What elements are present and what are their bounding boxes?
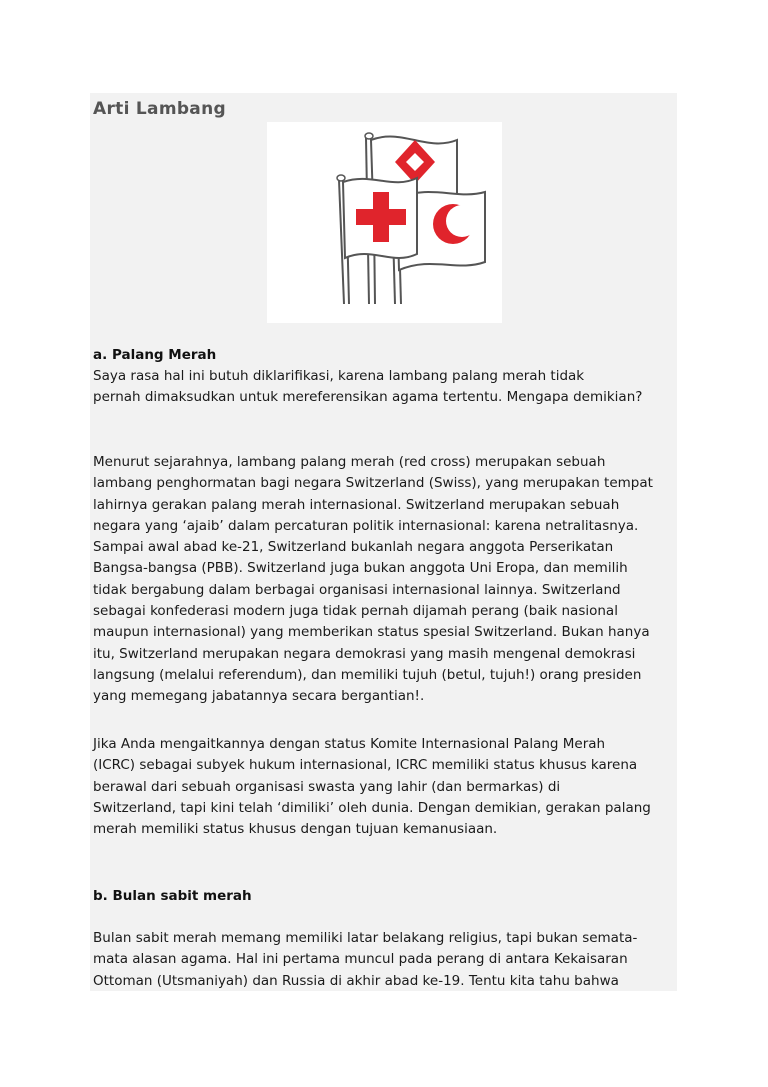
pole-finial [365, 133, 373, 139]
document-content [90, 93, 677, 991]
page-title: Arti Lambang [93, 99, 226, 119]
red-cross-crescent-crystal-flags-icon [267, 122, 502, 323]
emblem-image [267, 122, 502, 323]
paragraph-intro: Saya rasa hal ini butuh diklarifikasi, karena lambang palang merah tidak pernah dimaksudkan untuk mereferensikan agama tertentu. Mengapa demikian? [93, 368, 643, 406]
red-crescent-cutout [446, 205, 478, 237]
pole-finial [337, 175, 345, 181]
red-cross-bar [356, 209, 406, 225]
paragraph-history: Menurut sejarahnya, lambang palang merah (red cross) merupakan sebuah lambang penghormatan bagi negara Switzerland (Swiss), yang merupakan tempat lahirnya gerakan palang merah internasional. Switzerland merupakan sebuah negara yang ‘ajaib’ dalam percaturan politik internasional: karena netralitasnya. Sampai awal abad ke-21, Switzerland bukanlah negara anggota Perserikatan Bangsa-bangsa (PBB). Switzerland juga bukan anggota Uni Eropa, dan memilih tidak bergabung dalam berbagai organisasi internasional lainnya. Switzerland sebagai konfederasi modern juga tidak pernah dijamah perang (baik nasional maupun internasional) yang memberikan status spesial Switzerland. Bukan hanya itu, Switzerland merupakan negara demokrasi yang masih mengenal demokrasi langsung (melalui referendum), dan memiliki tujuh (betul, tujuh!) orang presiden yang memegang jabatannya secara bergantian!. [93, 454, 653, 705]
section-heading-bulan-sabit-merah: b. Bulan sabit merah [93, 888, 252, 904]
paragraph-icrc: Jika Anda mengaitkannya dengan status Komite Internasional Palang Merah (ICRC) sebagai subyek hukum internasional, ICRC memiliki status khusus karena berawal dari sebuah organisasi swasta yang lahir (dan bermarkas) di Switzerland, tapi kini telah ‘dimiliki’ oleh dunia. Dengan demikian, gerakan palang merah memiliki status khusus dengan tujuan kemanusiaan. [93, 736, 651, 838]
paragraph-crescent: Bulan sabit merah memang memiliki latar belakang religius, tapi bukan semata- mata alasan agama. Hal ini pertama muncul pada perang di antara Kekaisaran Ottoman (Utsmaniyah) dan Russia di akhir abad ke-19. Tentu kita tahu bahwa [93, 930, 638, 989]
section-heading-palang-merah: a. Palang Merah [93, 347, 217, 363]
